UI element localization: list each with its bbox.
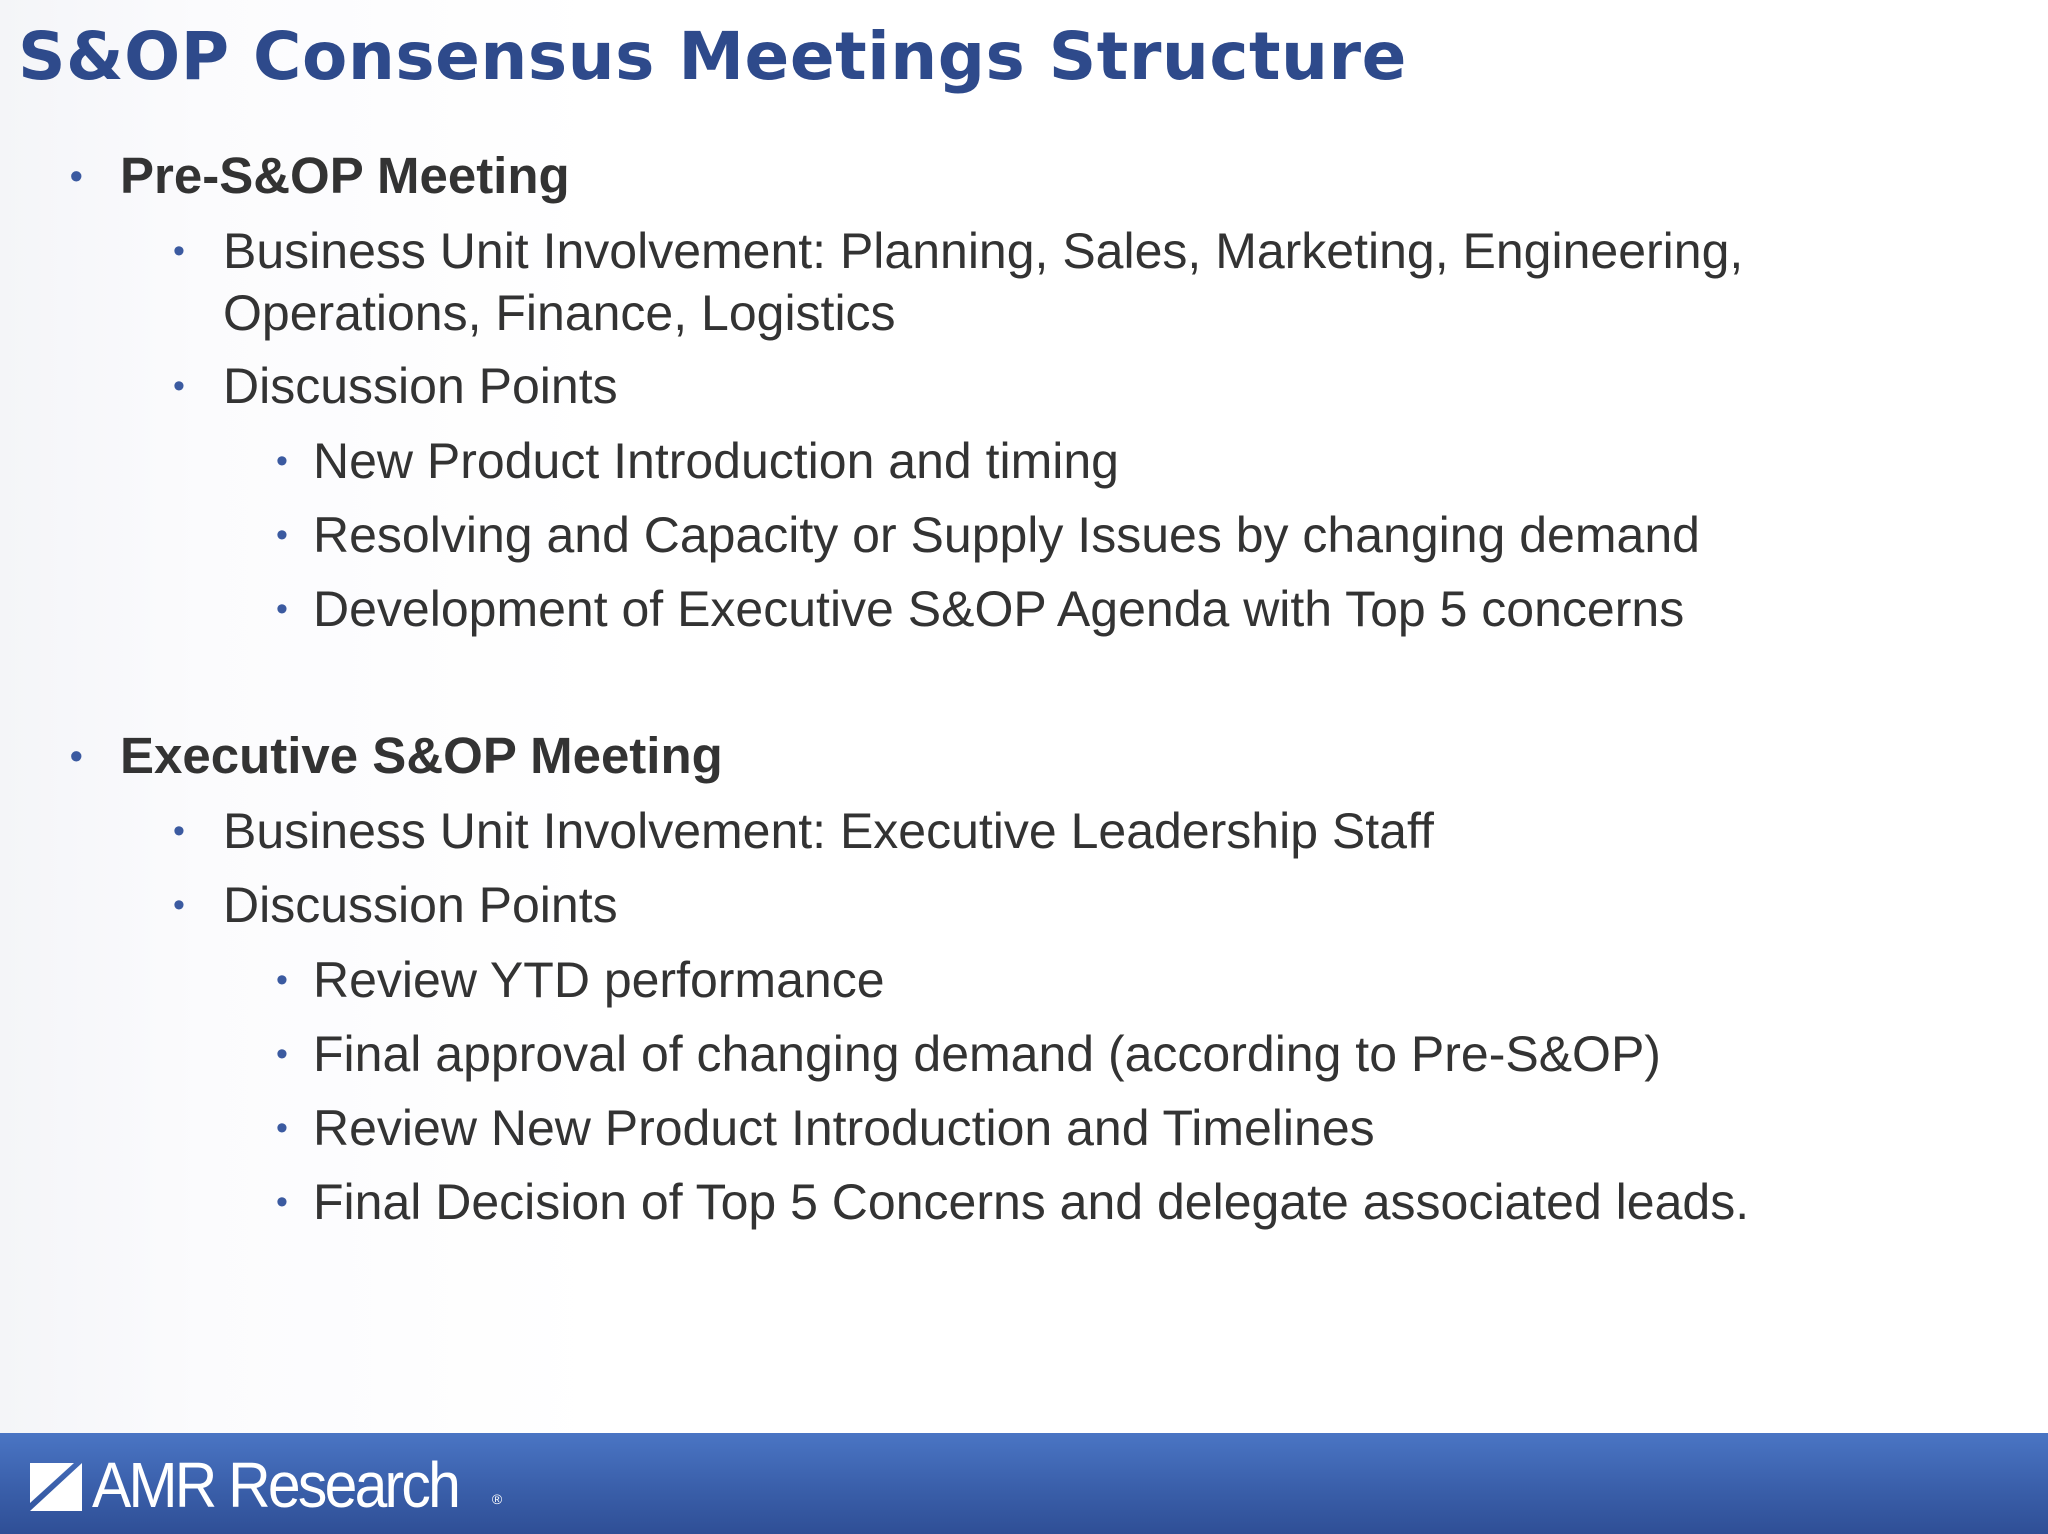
- bullet-icon: •: [70, 155, 83, 196]
- slide-title: S&OP Consensus Meetings Structure: [18, 18, 1407, 95]
- bullet-icon: •: [276, 516, 288, 554]
- list-item-text: Review New Product Introduction and Timelines: [313, 1100, 1375, 1156]
- list-item: [276, 949, 885, 1011]
- bullet-icon: •: [276, 442, 288, 480]
- list-item: [276, 1097, 1375, 1159]
- list-item-text: Resolving and Capacity or Supply Issues by changing demand: [313, 507, 1700, 563]
- bullet-icon: •: [173, 367, 185, 405]
- involvement-continuation: [223, 282, 896, 344]
- list-item: [276, 430, 1119, 492]
- involvement-text-line2: Operations, Finance, Logistics: [223, 285, 896, 341]
- bullet-icon: •: [276, 961, 288, 999]
- list-item-text: Review YTD performance: [313, 952, 885, 1008]
- section-heading-pre-sop: [70, 146, 570, 206]
- list-item-text: Final Decision of Top 5 Concerns and delegate associated leads.: [313, 1174, 1750, 1230]
- discussion-points-item: [173, 355, 618, 417]
- logo-text: AMR Research: [92, 1449, 459, 1521]
- list-item-text: Development of Executive S&OP Agenda with Top 5 concerns: [313, 581, 1685, 637]
- bullet-icon: •: [276, 1183, 288, 1221]
- logo-mark-icon: [30, 1463, 82, 1511]
- registered-mark: ®: [491, 1491, 503, 1507]
- bullet-icon: •: [173, 886, 185, 924]
- list-item: [276, 1023, 1661, 1085]
- involvement-item: [173, 220, 1744, 282]
- section-heading-text: Pre-S&OP Meeting: [120, 147, 570, 204]
- discussion-points-label: Discussion Points: [223, 877, 618, 933]
- bullet-icon: •: [173, 812, 185, 850]
- bullet-icon: •: [276, 1035, 288, 1073]
- section-heading-text: Executive S&OP Meeting: [120, 727, 723, 784]
- bullet-icon: •: [173, 232, 185, 270]
- section-heading-executive-sop: [70, 726, 723, 786]
- bullet-icon: •: [70, 735, 83, 776]
- list-item-text: Final approval of changing demand (according to Pre-S&OP): [313, 1026, 1661, 1082]
- involvement-text-line1: Business Unit Involvement: Executive Leadership Staff: [223, 803, 1434, 859]
- list-item: [276, 504, 1700, 566]
- company-logo: [30, 1449, 503, 1521]
- list-item: [276, 1171, 1750, 1233]
- bullet-icon: •: [276, 590, 288, 628]
- discussion-points-item: [173, 874, 618, 936]
- list-item-text: New Product Introduction and timing: [313, 433, 1119, 489]
- discussion-points-label: Discussion Points: [223, 358, 618, 414]
- list-item: [276, 578, 1685, 640]
- bullet-icon: •: [276, 1109, 288, 1147]
- involvement-text-line1: Business Unit Involvement: Planning, Sales, Marketing, Engineering,: [223, 223, 1744, 279]
- involvement-item: [173, 800, 1434, 862]
- footer-bar: [0, 1433, 2048, 1534]
